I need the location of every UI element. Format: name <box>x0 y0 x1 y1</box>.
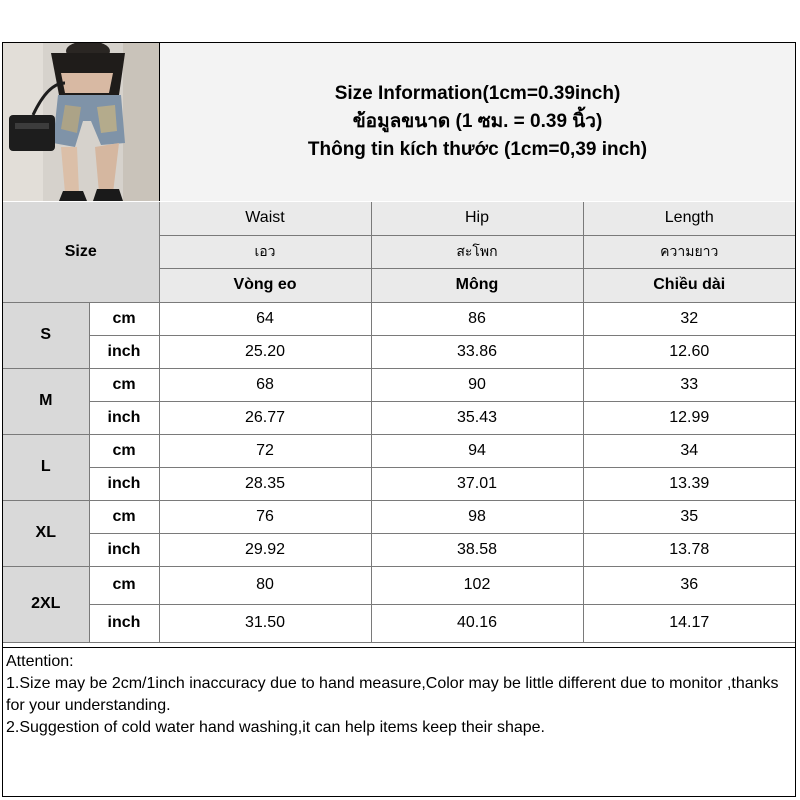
model-in-denim-shorts-image <box>3 43 159 201</box>
column-length-th: ความยาว <box>583 235 795 268</box>
hip-inch: 40.16 <box>371 604 583 642</box>
length-cm: 36 <box>583 566 795 604</box>
attention-heading: Attention: <box>6 653 74 670</box>
title-vietnamese: Thông tin kích thước (1cm=0,39 inch) <box>307 139 648 160</box>
column-waist-th: เอว <box>159 235 371 268</box>
attention-note-1: 1.Size may be 2cm/1inch inaccuracy due to hand measure,Color may be little different due to monitor ,thanks for your understanding. <box>6 675 779 714</box>
length-cm: 35 <box>583 500 795 533</box>
column-waist-en: Waist <box>159 202 371 235</box>
title-english: Size Information(1cm=0.39inch) <box>334 83 621 104</box>
length-cm: 32 <box>583 302 795 335</box>
size-label: S <box>3 302 89 368</box>
hip-cm: 98 <box>371 500 583 533</box>
table-row <box>3 533 795 566</box>
unit-inch: inch <box>89 467 159 500</box>
unit-cm: cm <box>89 566 159 604</box>
waist-inch: 31.50 <box>159 604 371 642</box>
column-length-en: Length <box>583 202 795 235</box>
table-row <box>3 335 795 368</box>
length-inch: 13.78 <box>583 533 795 566</box>
hip-inch: 35.43 <box>371 401 583 434</box>
unit-cm: cm <box>89 302 159 335</box>
waist-cm: 72 <box>159 434 371 467</box>
table-row <box>3 467 795 500</box>
size-label: 2XL <box>3 566 89 642</box>
waist-inch: 26.77 <box>159 401 371 434</box>
table-row <box>3 302 795 335</box>
table-row <box>3 401 795 434</box>
title-thai: ข้อมูลขนาด (1 ซม. = 0.39 นิ้ว) <box>352 111 603 132</box>
length-inch: 13.39 <box>583 467 795 500</box>
length-inch: 12.60 <box>583 335 795 368</box>
unit-inch: inch <box>89 401 159 434</box>
attention-notes <box>3 647 795 797</box>
unit-inch: inch <box>89 533 159 566</box>
product-photo <box>3 43 160 201</box>
waist-cm: 64 <box>159 302 371 335</box>
hip-cm: 86 <box>371 302 583 335</box>
hip-inch: 37.01 <box>371 467 583 500</box>
waist-cm: 80 <box>159 566 371 604</box>
table-row <box>3 500 795 533</box>
column-hip-vi: Mông <box>371 268 583 302</box>
column-waist-vi: Vòng eo <box>159 268 371 302</box>
table-row <box>3 368 795 401</box>
unit-cm: cm <box>89 368 159 401</box>
waist-cm: 76 <box>159 500 371 533</box>
column-hip-en: Hip <box>371 202 583 235</box>
chart-header <box>3 43 795 203</box>
hip-inch: 38.58 <box>371 533 583 566</box>
table-row <box>3 434 795 467</box>
hip-cm: 90 <box>371 368 583 401</box>
length-cm: 33 <box>583 368 795 401</box>
attention-note-2: 2.Suggestion of cold water hand washing,it can help items keep their shape. <box>6 719 545 736</box>
length-inch: 14.17 <box>583 604 795 642</box>
column-hip-th: สะโพก <box>371 235 583 268</box>
unit-inch: inch <box>89 335 159 368</box>
unit-inch: inch <box>89 604 159 642</box>
size-table <box>3 202 795 643</box>
column-length-vi: Chiều dài <box>583 268 795 302</box>
waist-inch: 29.92 <box>159 533 371 566</box>
size-label: XL <box>3 500 89 566</box>
size-chart-sheet <box>2 42 796 797</box>
table-row <box>3 566 795 604</box>
size-label: L <box>3 434 89 500</box>
waist-cm: 68 <box>159 368 371 401</box>
size-information-title <box>160 43 795 201</box>
length-inch: 12.99 <box>583 401 795 434</box>
size-header: Size <box>3 202 159 302</box>
length-cm: 34 <box>583 434 795 467</box>
table-row <box>3 604 795 642</box>
waist-inch: 28.35 <box>159 467 371 500</box>
hip-inch: 33.86 <box>371 335 583 368</box>
unit-cm: cm <box>89 500 159 533</box>
hip-cm: 102 <box>371 566 583 604</box>
hip-cm: 94 <box>371 434 583 467</box>
unit-cm: cm <box>89 434 159 467</box>
size-label: M <box>3 368 89 434</box>
waist-inch: 25.20 <box>159 335 371 368</box>
